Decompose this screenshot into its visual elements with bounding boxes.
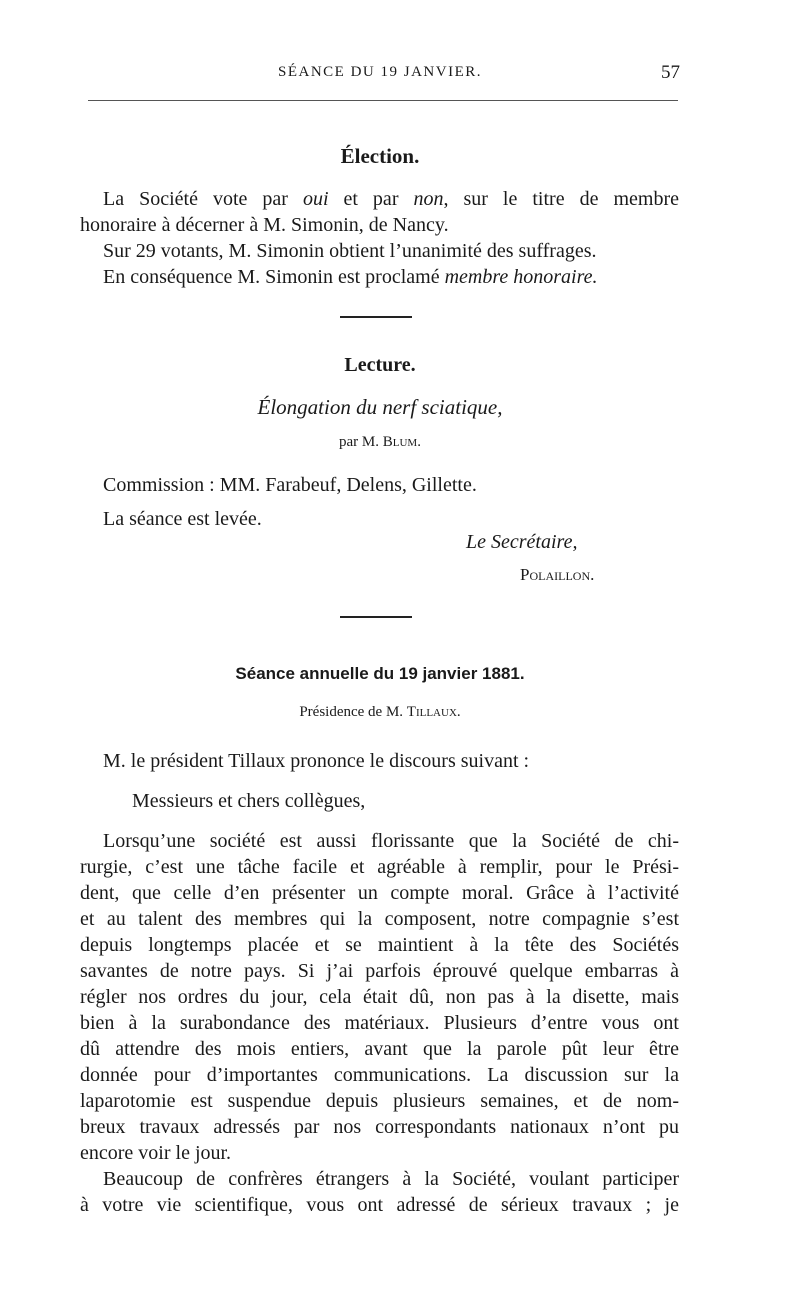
paragraph-line: rurgie, c’est une tâche facile et agréable à remplir, pour le Prési- bbox=[80, 856, 679, 878]
paragraph-line: Beaucoup de confrères étrangers à la Société, voulant participer bbox=[103, 1168, 679, 1190]
paragraph-line: dent, que celle d’en présenter un compte moral. Grâce à l’activité bbox=[80, 882, 679, 904]
paragraph-line: et au talent des membres qui la composent, notre compagnie s’est bbox=[80, 908, 679, 930]
signature-role: Le Secrétaire, bbox=[466, 531, 578, 553]
paragraph-line: encore voir le jour. bbox=[80, 1142, 232, 1164]
signature-name: Polaillon. bbox=[520, 565, 595, 584]
lecture-title: Élongation du nerf sciatique, bbox=[257, 395, 503, 419]
lecture-heading: Lecture. bbox=[344, 354, 416, 376]
paragraph-line: à votre vie scientifique, vous ont adressé de sérieux travaux ; je bbox=[80, 1194, 679, 1216]
seance-heading: Séance annuelle du 19 janvier 1881. bbox=[235, 664, 525, 683]
election-heading: Élection. bbox=[340, 144, 420, 168]
intro-line: M. le président Tillaux prononce le discours suivant : bbox=[103, 750, 530, 772]
election-line-2: honoraire à décerner à M. Simonin, de Nancy. bbox=[80, 214, 449, 236]
paragraph-line: savantes de notre pays. Si j’ai parfois éprouvé quelque embarras à bbox=[80, 960, 679, 982]
paragraph-line: régler nos ordres du jour, cela était dû, non pas à la disette, mais bbox=[80, 986, 679, 1008]
commission-line: Commission : MM. Farabeuf, Delens, Gillette. bbox=[103, 474, 477, 496]
paragraph-line: laparotomie est suspendue depuis plusieurs semaines, et de nom- bbox=[80, 1090, 679, 1112]
lecture-author: par M. Blum. bbox=[339, 434, 421, 450]
paragraph-line: breux travaux adressés par nos correspondants nationaux n’ont pu bbox=[80, 1116, 679, 1138]
running-header: SÉANCE DU 19 JANVIER. bbox=[278, 64, 482, 80]
paragraph-line: Lorsqu’une société est aussi florissante que la Société de chi- bbox=[103, 830, 679, 852]
election-line-1: La Société vote par oui et par non, sur le titre de membre bbox=[103, 188, 679, 210]
paragraph-line: bien à la surabondance des matériaux. Plusieurs d’entre vous ont bbox=[80, 1012, 679, 1034]
paragraph-line: dû attendre des mois entiers, avant que la parole pût leur être bbox=[80, 1038, 679, 1060]
paragraph-line: donnée pour d’importantes communications. La discussion sur la bbox=[80, 1064, 679, 1086]
section-separator-2 bbox=[340, 616, 412, 618]
election-line-3: Sur 29 votants, M. Simonin obtient l’unanimité des suffrages. bbox=[103, 240, 597, 262]
section-separator bbox=[340, 316, 412, 318]
closing-line: La séance est levée. bbox=[103, 508, 262, 530]
header-rule bbox=[88, 100, 678, 101]
paragraph-line: depuis longtemps placée et se maintient à la tête des Sociétés bbox=[80, 934, 679, 956]
presidence-line: Présidence de M. Tillaux. bbox=[299, 704, 461, 720]
page-number: 57 bbox=[661, 62, 680, 83]
salutation: Messieurs et chers collègues, bbox=[132, 790, 366, 812]
election-line-4: En conséquence M. Simonin est proclamé membre honoraire. bbox=[103, 266, 598, 288]
